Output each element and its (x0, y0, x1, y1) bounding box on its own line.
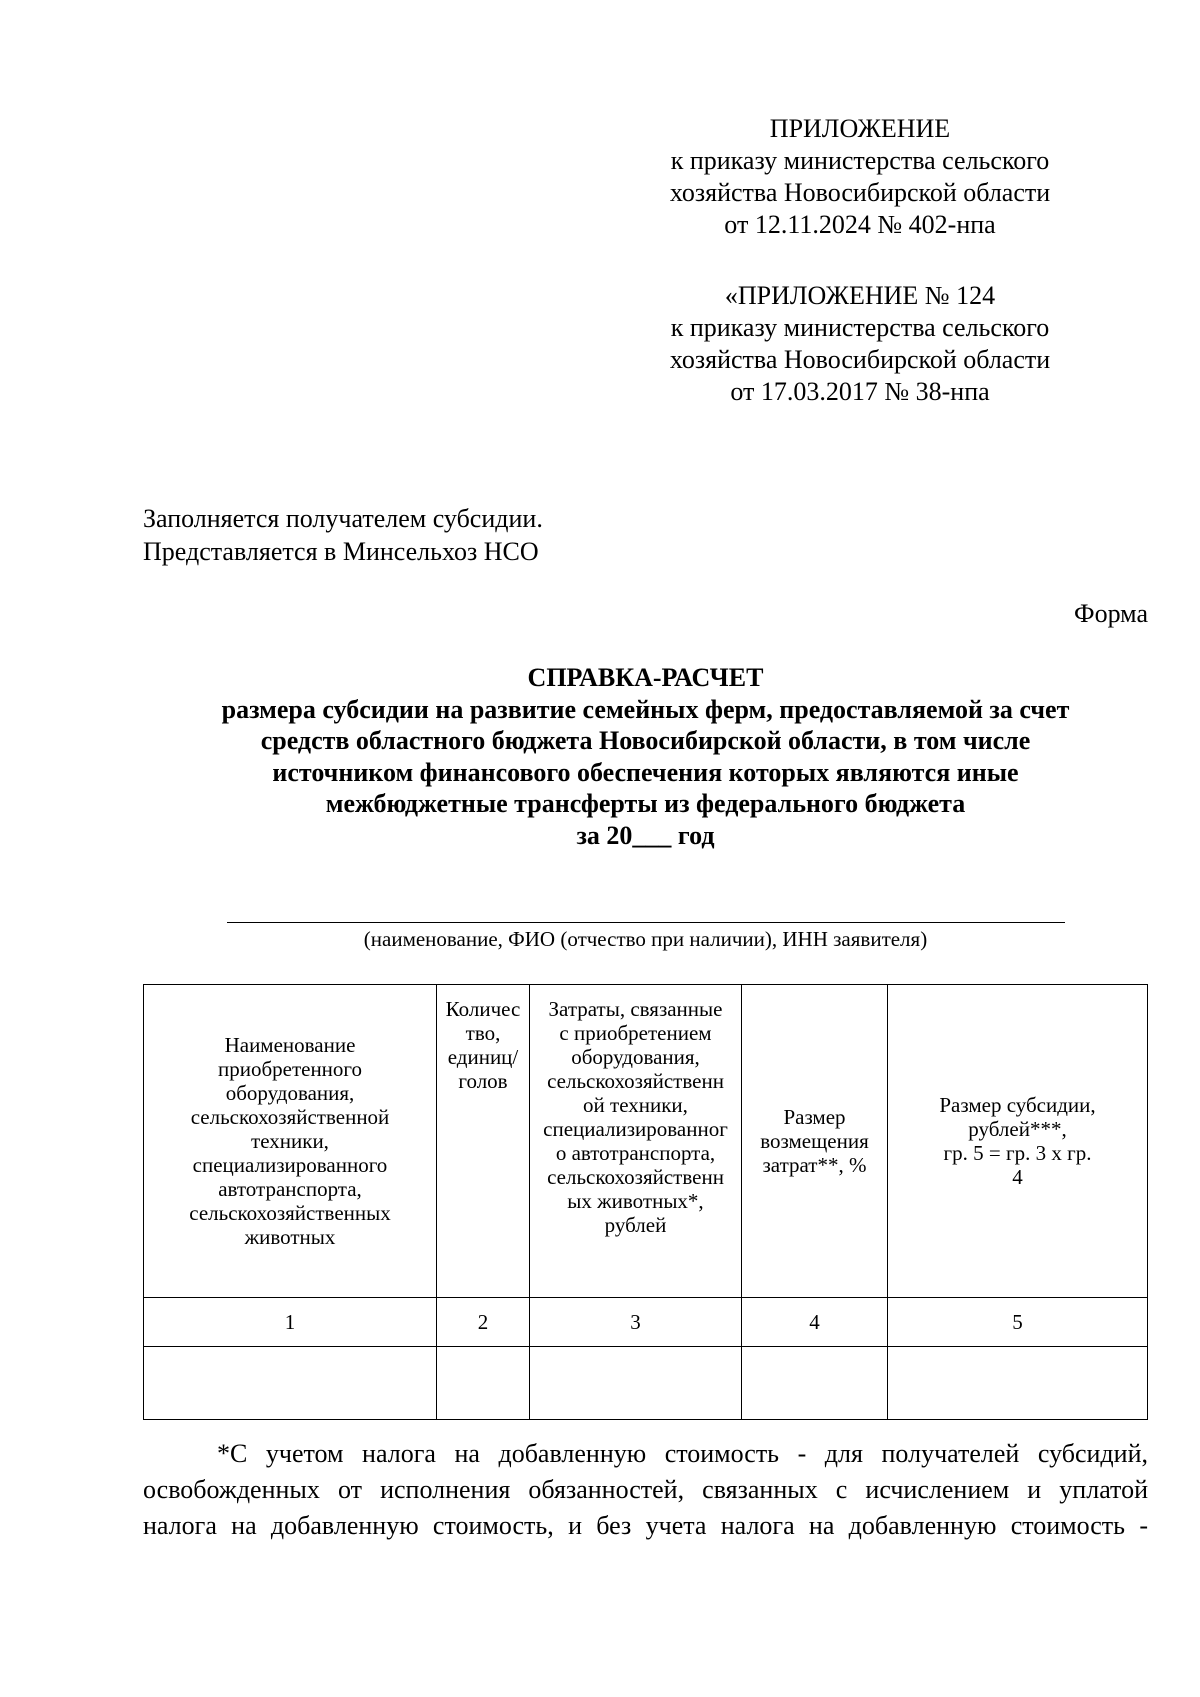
header-text-line: возмещения (760, 1129, 869, 1153)
header-cell-quantity (437, 985, 530, 1298)
table-data-row (144, 1347, 1148, 1420)
appendix-date-number: от 17.03.2017 № 38-нпа (730, 377, 990, 406)
header-text-line: Затраты, связанные (548, 997, 723, 1021)
table-column-number-row (144, 1298, 1148, 1347)
fill-instruction-line: Представляется в Минсельхоз НСО (143, 537, 539, 566)
appendix-line: хозяйства Новосибирской области (669, 345, 1051, 374)
applicant-caption: (наименование, ФИО (отчество при наличии), ИНН заявителя) (363, 927, 928, 951)
header-text-line: техники, (251, 1129, 329, 1153)
header-text-line: ых животных*, (567, 1189, 704, 1213)
header-text-line: автотранспорта, (218, 1177, 362, 1201)
appendix-header-original (640, 280, 1080, 408)
header-cell-equipment-name (144, 985, 437, 1298)
header-text-line: затрат**, % (762, 1153, 867, 1177)
fill-instruction-line: Заполняется получателем субсидии. (143, 504, 543, 533)
empty-cell[interactable] (742, 1347, 888, 1420)
header-text-line: рублей***, (968, 1117, 1067, 1141)
header-text-line: Размер субсидии, (939, 1093, 1096, 1117)
appendix-line: к приказу министерства сельского (670, 146, 1050, 175)
header-text-line: Наименование (224, 1033, 356, 1057)
footnote (143, 1436, 1148, 1544)
empty-cell[interactable] (888, 1347, 1148, 1420)
header-text-line: Количес (445, 997, 521, 1021)
applicant-fill-line[interactable] (227, 922, 1065, 923)
header-text-line: сельскохозяйственной (190, 1105, 390, 1129)
header-text-line: сельскохозяйственных (189, 1201, 391, 1225)
header-text-line: голов (458, 1069, 508, 1093)
header-text-line: с приобретением (559, 1021, 712, 1045)
form-label: Форма (1074, 599, 1148, 628)
header-text-line: ой техники, (583, 1093, 688, 1117)
appendix-title: «ПРИЛОЖЕНИЕ № 124 (724, 281, 996, 310)
column-number: 4 (742, 1298, 888, 1347)
header-text-line: сельскохозяйственн (547, 1069, 724, 1093)
header-text-line: рублей (604, 1213, 667, 1237)
title-line: средств областного бюджета Новосибирской области, в том числе (260, 726, 1031, 755)
title-heading: СПРАВКА-РАСЧЕТ (527, 663, 764, 692)
header-cell-compensation-rate (742, 985, 888, 1298)
header-text-line: специализированног (543, 1117, 728, 1141)
appendix-title: ПРИЛОЖЕНИЕ (769, 114, 951, 143)
empty-cell[interactable] (530, 1347, 742, 1420)
footnote-line: освобожденных от исполнения обязанностей, связанных с исчислением и уплатой (143, 1475, 1148, 1504)
column-number: 1 (144, 1298, 437, 1347)
title-year-line: за 20___ год (576, 820, 715, 850)
footnote-line: *С учетом налога на добавленную стоимость - для получателей субсидий, (217, 1439, 1148, 1468)
table-header-row (144, 985, 1148, 1298)
appendix-line: к приказу министерства сельского (670, 313, 1050, 342)
header-text-line: тво, (465, 1021, 501, 1045)
column-number: 2 (437, 1298, 530, 1347)
empty-cell[interactable] (437, 1347, 530, 1420)
title-line: источником финансового обеспечения которых являются иные (272, 757, 1019, 787)
footnote-line: налога на добавленную стоимость, и без учета налога на добавленную стоимость - (143, 1511, 1148, 1540)
header-text-line: специализированного (192, 1153, 388, 1177)
header-text-line: единиц/ (447, 1045, 519, 1069)
header-text-line: приобретенного (217, 1057, 363, 1081)
header-text-line: о автотранспорта, (555, 1141, 716, 1165)
header-cell-costs (530, 985, 742, 1298)
title-line: размера субсидии на развитие семейных ферм, предоставляемой за счет (221, 694, 1070, 724)
column-number: 5 (888, 1298, 1148, 1347)
header-text-line: животных (244, 1225, 336, 1249)
appendix-date-number: от 12.11.2024 № 402-нпа (724, 210, 996, 239)
header-text-line: оборудования, (225, 1081, 355, 1105)
document-title (143, 662, 1148, 851)
header-cell-subsidy-amount (888, 985, 1148, 1298)
header-text-line: оборудования, (571, 1045, 700, 1069)
header-text-line: 4 (1012, 1165, 1023, 1189)
appendix-header-current (640, 113, 1080, 241)
appendix-line: хозяйства Новосибирской области (669, 178, 1051, 207)
header-text-line: сельскохозяйственн (547, 1165, 724, 1189)
title-line: межбюджетные трансферты из федерального бюджета (325, 789, 966, 818)
column-number: 3 (530, 1298, 742, 1347)
fill-instructions (143, 502, 543, 568)
header-text-line: гр. 5 = гр. 3 х гр. (943, 1141, 1092, 1165)
empty-cell[interactable] (144, 1347, 437, 1420)
calculation-table (143, 984, 1148, 1420)
header-text-line: Размер (783, 1105, 846, 1129)
